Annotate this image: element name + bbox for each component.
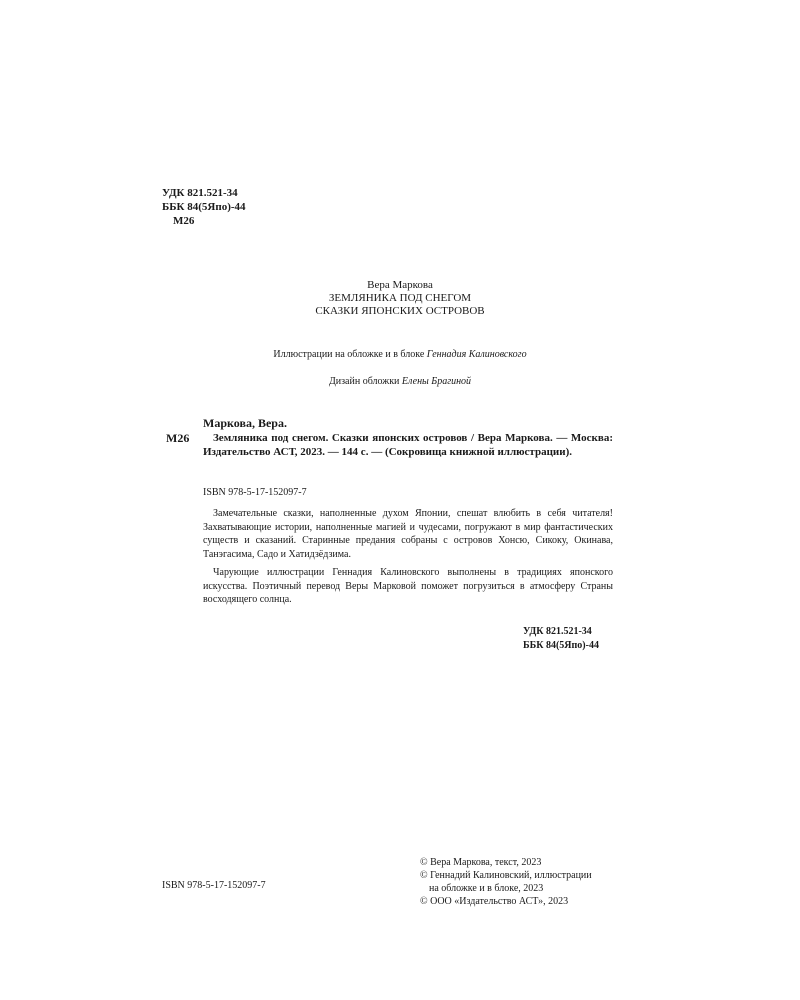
annotation-paragraph-2: Чарующие иллюстрации Геннадия Калиновского выполнены в традициях японского искусства. Поэтичный перевод Веры Марковой поможет погрузиться в атмосферу Страны восходящего солнца.	[203, 567, 613, 605]
illustrations-label: Иллюстрации на обложке и в блоке	[273, 349, 425, 360]
book-title: ЗЕМЛЯНИКА ПОД СНЕГОМ	[328, 292, 472, 304]
copyright-block	[420, 856, 592, 908]
classification-codes	[162, 186, 246, 228]
author-heading: Маркова, Вера.	[203, 416, 287, 430]
annotation-paragraph-1: Замечательные сказки, наполненные духом Японии, спешат влюбить в себя читателя! Захватывающие истории, наполненные магией и чудесами, погружают в мир фантастических существ и сказаний. Старинные предания собраны с островов Хонсю, Сикоку, Окинава, Танэгасима, Садо и Хатидзёдзима.	[203, 508, 613, 560]
book-author: Вера Маркова	[367, 279, 433, 291]
annotation	[203, 507, 613, 607]
bottom-bbk: ББК 84(5Япо)-44	[523, 640, 599, 651]
bottom-udk: УДК 821.521-34	[523, 626, 592, 637]
title-block	[200, 279, 600, 318]
illustrator-name: Геннадия Калиновского	[426, 349, 527, 360]
illustrations-credit	[200, 349, 600, 360]
copyright-text: © Вера Маркова, текст, 2023	[420, 857, 542, 868]
bottom-classification	[523, 625, 599, 653]
book-subtitle: СКАЗКИ ЯПОНСКИХ ОСТРОВОВ	[315, 305, 485, 317]
copyright-illustrations-line1: © Геннадий Калиновский, иллюстрации	[420, 870, 592, 881]
copyright-publisher: © ООО «Издательство АСТ», 2023	[420, 896, 569, 907]
isbn-footer: ISBN 978-5-17-152097-7	[162, 880, 266, 891]
cover-designer-name: Елены Брагиной	[401, 376, 472, 387]
udk-code: УДК 821.521-34	[162, 187, 238, 199]
copyright-illustrations-line2: на обложке и в блоке, 2023	[429, 883, 544, 894]
cover-credit	[200, 376, 600, 387]
bbk-code: ББК 84(5Япо)-44	[162, 201, 246, 213]
isbn-main: ISBN 978-5-17-152097-7	[203, 487, 307, 498]
author-mark-code: М26	[173, 215, 195, 227]
cover-label: Дизайн обложки	[328, 376, 400, 387]
bibliographic-description: Земляника под снегом. Сказки японских островов / Вера Маркова. — Москва: Издательство АСТ, 2023. — 144 с. — (Сокровища книжной иллюстрации).	[203, 432, 613, 458]
bibliographic-mark: М26	[166, 431, 190, 445]
